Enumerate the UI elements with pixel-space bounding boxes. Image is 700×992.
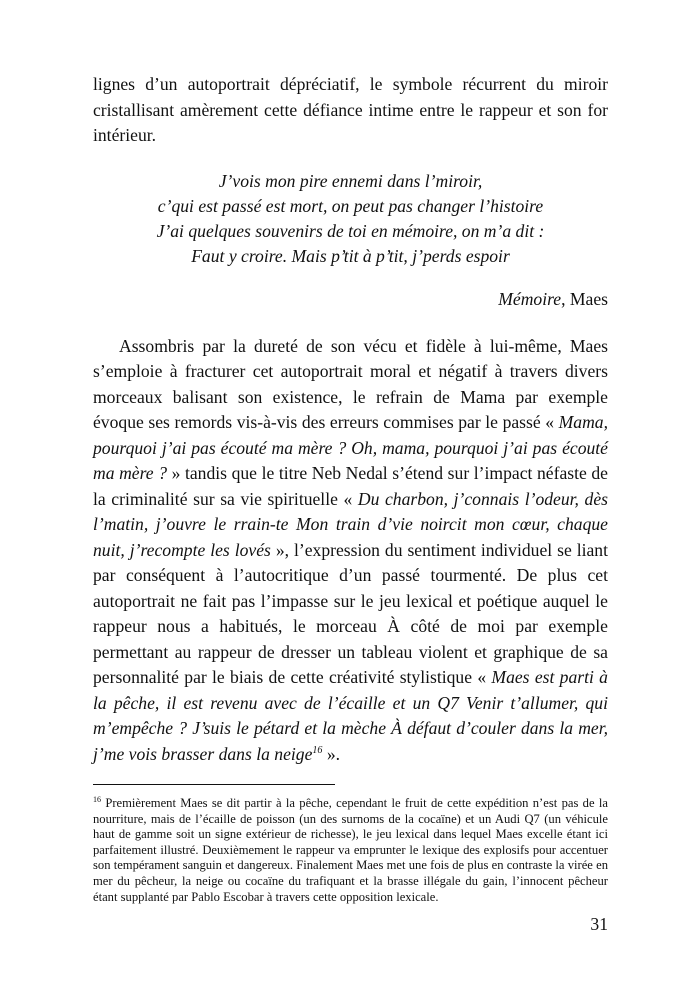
lyric-quote-a-cote-de-moi: Maes est parti à la pêche, il est revenu avec de l’écaille et un Q7 Venir t’allumer, qui m’empêche ? J’suis le pétard et la mèche À défaut d’couler dans la mer, j’me vois brasser dans la neige xyxy=(93,667,608,764)
intro-paragraph: lignes d’un autoportrait dépréciatif, le symbole récurrent du miroir cristallisant amèrement cette défiance intime entre le rappeur et son for intérieur. xyxy=(93,74,608,145)
page-body xyxy=(93,72,608,767)
footnote xyxy=(93,796,608,905)
body-text: ». xyxy=(322,743,341,764)
verse-line: J’vois mon pire ennemi dans l’miroir, xyxy=(218,170,483,191)
main-paragraph xyxy=(93,334,608,768)
lyric-quote-mama: Mama, pourquoi j’ai pas écouté ma mère ? Oh, mama, pourquoi j’ai pas écouté ma mère ? xyxy=(93,412,608,483)
verse-line: c’qui est passé est mort, on peut pas changer l’histoire xyxy=(157,195,544,216)
source-artist: Maes xyxy=(569,288,608,309)
quote-source xyxy=(93,287,608,312)
verse-line: Faut y croire. Mais p’tit à p’tit, j’perds espoir xyxy=(191,245,510,266)
lyric-quote-neb-nedal: Du charbon, j’connais l’odeur, dès l’matin, j’ouvre le rrain-te Mon train d’vie noircit mon cœur, chaque nuit, j’recompte les lovés xyxy=(93,488,608,560)
body-text: » tandis que le titre Neb Nedal s’étend sur l’impact néfaste de la criminalité sur sa vie spirituelle « xyxy=(93,463,608,509)
footnote-divider xyxy=(93,784,335,785)
footnote-text: Premièrement Maes se dit partir à la pêche, cependant le fruit de cette expédition n’est pas de la nourriture, mais de l’écaille de poisson (un des surnoms de la cocaïne) et un Audi Q7 (un véhicule haut de gamme soit un signe extérieur de richesse), le jeu lexical dans lequel Maes excelle étant ici parfaitement illustré. Deuxièmement le rappeur va emprunter le lexique des explosifs pour accentuer son tempérament sanguin et dangereux. Finalement Maes met une fois de plus en contraste la virée en mer du pêcheur, la neige ou cocaïne du trafiquant et la brasse illégale du gain, l’innocent pêcheur étant supplanté par Pablo Escobar à travers cette opposition lexicale. xyxy=(93,796,608,904)
footnote-reference[interactable]: 16 xyxy=(312,744,323,756)
page-number: 31 xyxy=(590,914,608,934)
song-quote xyxy=(93,169,608,269)
body-text: Assombris par la dureté de son vécu et fidèle à lui-même, Maes s’emploie à fracturer cet autoportrait moral et négatif à travers divers morceaux balisant son existence, le refrain de Mama par exemple évoque ses remords vis-à-vis des erreurs commises par le passé « xyxy=(93,335,608,432)
source-separator: , xyxy=(561,288,570,309)
body-text: », l’expression du sentiment individuel se liant par conséquent à l’autocritique d’un passé tourmenté. De plus cet autoportrait ne fait pas l’impasse sur le jeu lexical et poétique auquel le rappeur nous a habitués, le morceau À côté de moi par exemple permettant au rappeur de dresser un tableau violent et graphique de sa personnalité par le biais de cette créativité stylistique « xyxy=(93,539,608,687)
footnote-number: 16 xyxy=(93,795,101,804)
source-title: Mémoire xyxy=(498,288,562,309)
verse-line: J’ai quelques souvenirs de toi en mémoire, on m’a dit : xyxy=(156,220,545,241)
